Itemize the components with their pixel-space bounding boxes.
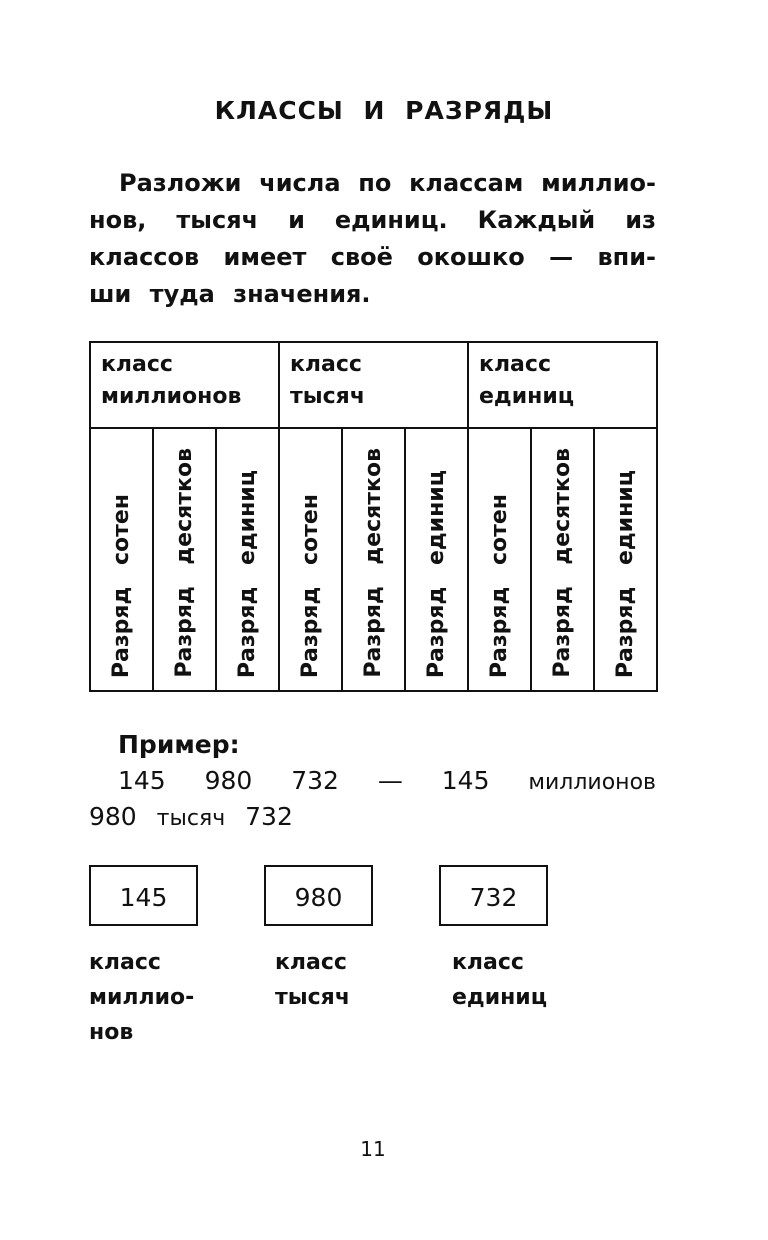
rank-label: Разряд десятков bbox=[171, 448, 197, 678]
box-label-units bbox=[452, 945, 547, 1015]
rank-label: Разряд сотен bbox=[297, 493, 323, 678]
class-thousands-cell bbox=[279, 342, 468, 428]
instruction-line: классов имеет своё окошко — впи- bbox=[89, 243, 656, 271]
box-label-line: класс bbox=[89, 950, 161, 975]
example-line-1 bbox=[118, 764, 656, 800]
rank-cell bbox=[279, 428, 342, 691]
class-millions-cell bbox=[90, 342, 279, 428]
rank-cell bbox=[216, 428, 279, 691]
value-box-thousands: 980 bbox=[264, 865, 373, 926]
example-number: 145 bbox=[441, 766, 490, 795]
example-line-2 bbox=[89, 800, 293, 836]
instruction-line: ши туда значения. bbox=[89, 280, 371, 308]
box-label-line: класс bbox=[452, 950, 524, 975]
instruction-paragraph bbox=[89, 165, 656, 313]
box-label-thousands bbox=[275, 945, 350, 1015]
instruction-line: Разложи числа по классам миллио- bbox=[119, 169, 656, 197]
example-number: 732 bbox=[245, 802, 293, 831]
rank-label: Разряд единиц bbox=[234, 469, 260, 678]
value-box-millions: 145 bbox=[89, 865, 198, 926]
box-label-line: тысяч bbox=[275, 985, 350, 1010]
class-label: класс bbox=[101, 352, 173, 377]
example-number: 732 bbox=[291, 766, 339, 795]
class-label: класс bbox=[479, 352, 551, 377]
page-number: 11 bbox=[360, 1137, 386, 1161]
rank-cell bbox=[468, 428, 531, 691]
box-label-line: миллио- bbox=[89, 985, 195, 1010]
box-label-line: класс bbox=[275, 950, 347, 975]
example-number: 145 bbox=[118, 766, 166, 795]
example-heading: Пример: bbox=[118, 730, 240, 759]
example-word: миллионов bbox=[528, 770, 656, 795]
rank-cell bbox=[531, 428, 594, 691]
class-name: миллионов bbox=[101, 384, 242, 409]
example-dash: — bbox=[377, 766, 403, 795]
class-label: класс bbox=[290, 352, 362, 377]
value-box-units: 732 bbox=[439, 865, 548, 926]
class-name: тысяч bbox=[290, 384, 365, 409]
rank-cell bbox=[405, 428, 468, 691]
rank-cell bbox=[342, 428, 405, 691]
box-label-millions bbox=[89, 945, 194, 1050]
rank-label: Разряд единиц bbox=[612, 469, 638, 678]
example-number: 980 bbox=[89, 802, 137, 831]
rank-cell bbox=[594, 428, 657, 691]
box-label-line: единиц bbox=[452, 985, 548, 1010]
box-label-line: нов bbox=[89, 1020, 134, 1045]
page-title: КЛАССЫ И РАЗРЯДЫ bbox=[214, 96, 554, 125]
rank-cell bbox=[153, 428, 216, 691]
example-word: тысяч bbox=[156, 806, 226, 831]
rank-label: Разряд десятков bbox=[549, 448, 575, 678]
rank-label: Разряд сотен bbox=[108, 493, 134, 678]
classes-table bbox=[89, 341, 658, 692]
rank-cell bbox=[90, 428, 153, 691]
rank-label: Разряд единиц bbox=[423, 469, 449, 678]
rank-label: Разряд сотен bbox=[486, 493, 512, 678]
rank-row bbox=[90, 428, 657, 691]
class-units-cell bbox=[468, 342, 657, 428]
class-name: единиц bbox=[479, 384, 575, 409]
example-number: 980 bbox=[204, 766, 253, 795]
class-header-row bbox=[90, 342, 657, 428]
instruction-line: нов, тысяч и единиц. Каждый из bbox=[89, 206, 656, 234]
rank-label: Разряд десятков bbox=[360, 448, 386, 678]
